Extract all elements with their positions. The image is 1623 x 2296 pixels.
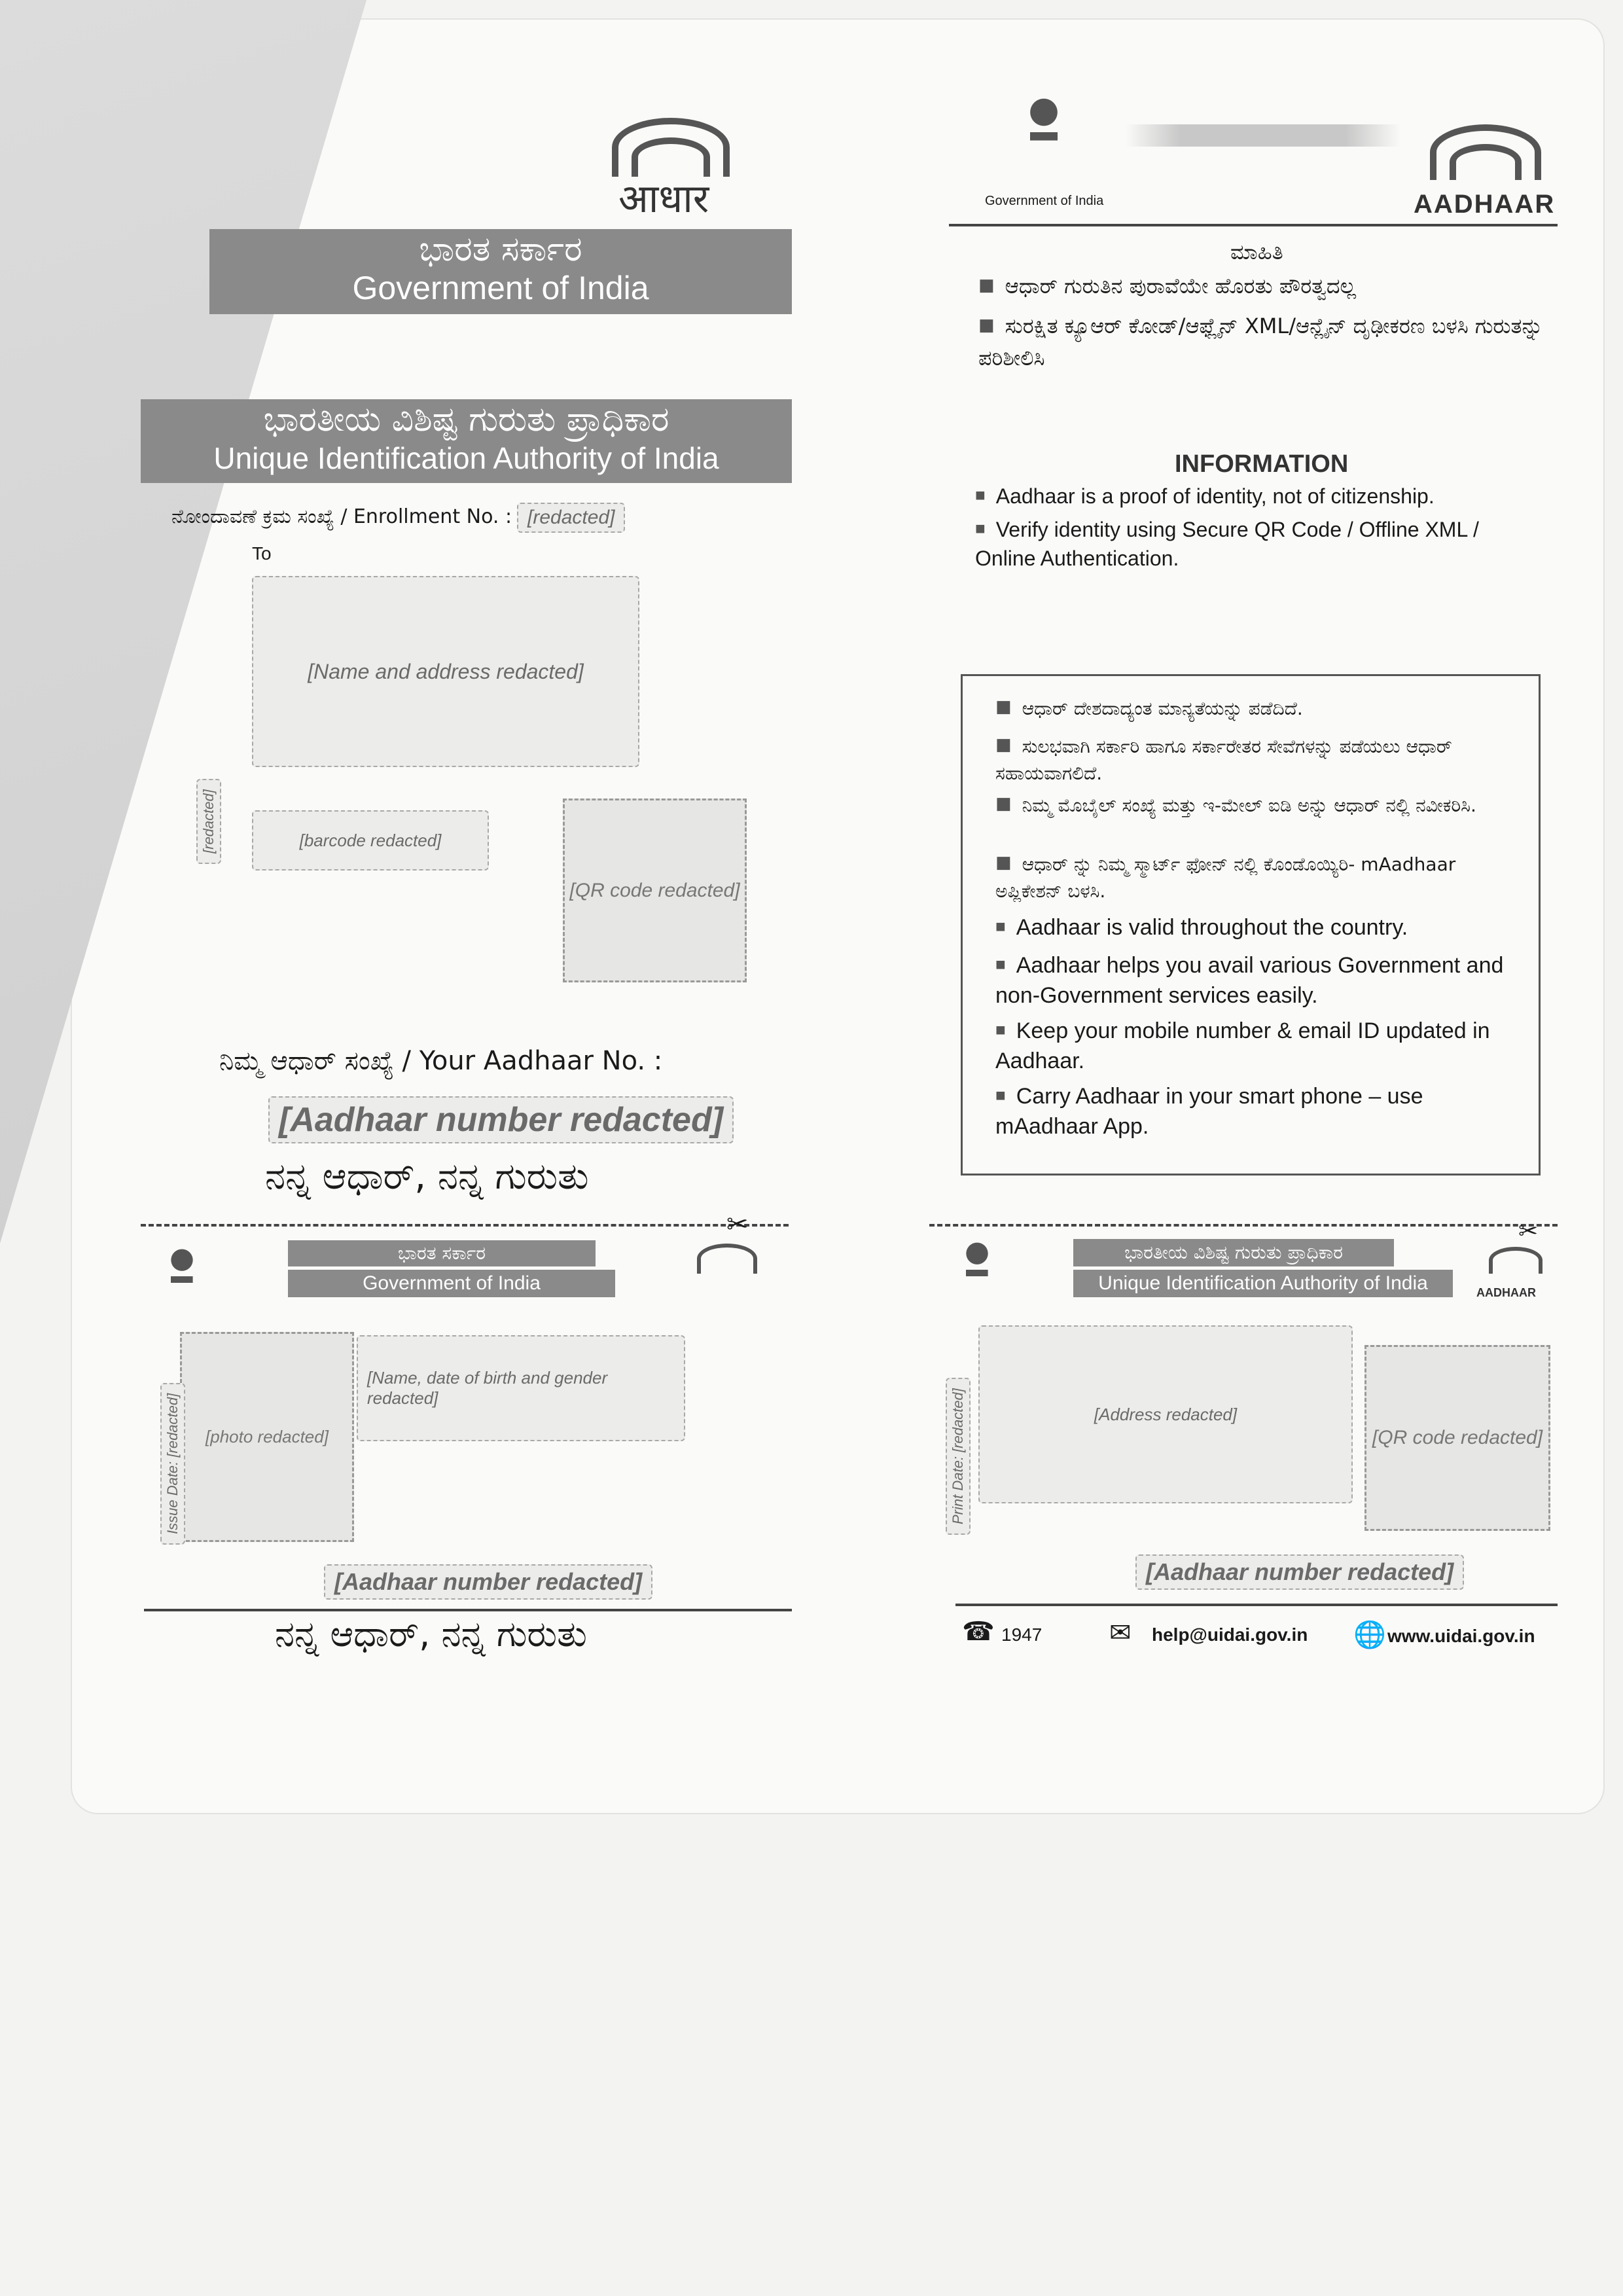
- info-kn-1: ■ ಆಧಾರ್ ಗುರುತಿನ ಪುರಾವೆಯೇ ಹೊರತು ಪೌರತ್ವದಲ್ಲ: [978, 274, 1356, 299]
- scissors-icon: ✂: [1518, 1217, 1539, 1244]
- box-item: ■ ನಿಮ್ಮ ಮೊಬೈಲ್ ಸಂಖ್ಯೆ ಮತ್ತು ಇ-ಮೇಲ್ ಐಡಿ ಅನ್ನು ಆಧಾರ್ ನಲ್ಲಿ ನವೀಕರಿಸಿ.: [995, 793, 1512, 819]
- cut-line: [929, 1224, 1558, 1227]
- emblem-icon: [164, 1244, 200, 1291]
- print-date: Print Date: [redacted]: [946, 1378, 971, 1535]
- website: www.uidai.gov.in: [1387, 1626, 1535, 1646]
- email-icon: ✉: [1109, 1619, 1132, 1647]
- aadhaar-no-label: ನಿಮ್ಮ ಆಧಾರ್ ಸಂಖ್ಯೆ / Your Aadhaar No. :: [219, 1046, 663, 1076]
- aadhaar-logo-right-text: AADHAAR: [1414, 190, 1556, 219]
- info-heading: INFORMATION: [1175, 450, 1349, 478]
- phone-icon: ☎: [962, 1617, 995, 1646]
- aadhaar-number: [Aadhaar number redacted]: [268, 1096, 734, 1143]
- emblem-icon: [959, 1237, 995, 1284]
- uidai-band: [141, 399, 792, 483]
- qr-code: [QR code redacted]: [563, 798, 747, 982]
- help-email: help@uidai.gov.in: [1152, 1624, 1308, 1645]
- barcode: [barcode redacted]: [252, 810, 489, 870]
- card-gov-kn: ಭಾರತ ಸರ್ಕಾರ: [288, 1240, 596, 1266]
- to-label: To: [252, 543, 272, 564]
- card-qr-code: [QR code redacted]: [1364, 1345, 1550, 1531]
- aadhaar-logo-small: [690, 1244, 762, 1296]
- card-uidai-kn: ಭಾರತೀಯ ವಿಶಿಷ್ಟ ಗುರುತು ಪ್ರಾಧಿಕಾರ: [1073, 1239, 1394, 1266]
- gov-band: [209, 229, 792, 314]
- box-item: ■ Carry Aadhaar in your smart phone – use mAadhaar App.: [995, 1082, 1512, 1141]
- card-aadhaar-number: [Aadhaar number redacted]: [1135, 1554, 1464, 1590]
- card-uidai-en: Unique Identification Authority of India: [1073, 1270, 1453, 1297]
- card-aadhaar-number: [Aadhaar number redacted]: [324, 1564, 652, 1600]
- emblem-icon: [1021, 92, 1067, 151]
- card-address: [Address redacted]: [978, 1325, 1353, 1503]
- aadhaar-logo-text: आधार: [618, 176, 709, 222]
- box-item: ■ Aadhaar helps you avail various Government and non-Government services easily.: [995, 951, 1512, 1010]
- enroll-value: [redacted]: [517, 503, 625, 533]
- uidai-en: Unique Identification Authority of India: [213, 441, 719, 475]
- box-item: ■ ಆಧಾರ್ ನ್ನು ನಿಮ್ಮ ಸ್ಮಾರ್ಟ್ ಫೋನ್ ನಲ್ಲಿ ಕೊಂಡೊಯ್ಯಿರಿ- mAadhaar ಅಪ್ಲಿಕೇಶನ್ ಬಳಸಿ.: [995, 852, 1512, 905]
- header-divider: [949, 224, 1558, 226]
- holder-details: [Name, date of birth and gender redacted]: [357, 1335, 685, 1441]
- box-item: ■ Aadhaar is valid throughout the country.: [995, 913, 1512, 943]
- side-number: [redacted]: [196, 779, 221, 864]
- holder-photo: [photo redacted]: [180, 1332, 354, 1542]
- info-en-1: ■ Aadhaar is a proof of identity, not of citizenship.: [975, 484, 1435, 509]
- gov-en: Government of India: [352, 270, 649, 306]
- card-gov-en: Government of India: [288, 1270, 615, 1297]
- enroll-label: ನೋಂದಾವಣೆ ಕ್ರಮ ಸಂಖ್ಯೆ / Enrollment No. :: [171, 505, 512, 528]
- aadhaar-logo-small: [1472, 1247, 1558, 1299]
- scissors-icon: ✂: [726, 1210, 749, 1239]
- aadhaar-logo: [592, 98, 749, 222]
- uidai-kn: ಭಾರತೀಯ ವಿಶಿಷ್ಟ ಗುರುತು ಪ್ರಾಧಿಕಾರ: [263, 400, 669, 439]
- card-divider: [144, 1609, 792, 1611]
- address-block: [Name and address redacted]: [252, 576, 639, 767]
- box-item: ■ ಸುಲಭವಾಗಿ ಸರ್ಕಾರಿ ಹಾಗೂ ಸರ್ಕಾರೇತರ ಸೇವೆಗಳನ್ನು ಪಡೆಯಲು ಆಧಾರ್ ಸಹಾಯವಾಗಲಿದೆ.: [995, 734, 1512, 787]
- info-en-2: ■ Verify identity using Secure QR Code / Offline XML / Online Authentication.: [975, 516, 1538, 572]
- gov-kn: ಭಾರತ ಸರ್ಕಾರ: [419, 230, 582, 269]
- info-kn-2: ■ ಸುರಕ್ಷಿತ ಕ್ಯೂಆರ್ ಕೋಡ್/ಆಫ್ಲೈನ್ XML/ಆನ್ಲೈನ್ ದೃಢೀಕರಣ ಬಳಸಿ ಗುರುತನ್ನು ಪರಿಶೀಲಿಸಿ: [978, 311, 1554, 373]
- box-item: ■ ಆಧಾರ್ ದೇಶದಾದ್ಯಂತ ಮಾನ್ಯತೆಯನ್ನು ಪಡೆದಿದೆ.: [995, 696, 1512, 723]
- info-box: [961, 674, 1541, 1175]
- issue-date: Issue Date: [redacted]: [160, 1383, 185, 1545]
- globe-icon: 🌐: [1353, 1621, 1386, 1649]
- aadhaar-logo-right: [1407, 118, 1558, 223]
- card-tagline: ನನ್ನ ಆಧಾರ್, ನನ್ನ ಗುರುತು: [275, 1613, 587, 1655]
- tagline: ನನ್ನ ಆಧಾರ್, ನನ್ನ ಗುರುತು: [265, 1155, 589, 1198]
- emblem-caption: Government of India: [985, 194, 1104, 208]
- cut-line: [141, 1224, 789, 1227]
- mahiti: ಮಾಹಿತಿ: [1230, 240, 1283, 264]
- box-item: ■ Keep your mobile number & email ID updated in Aadhaar.: [995, 1016, 1512, 1075]
- card-divider: [955, 1604, 1558, 1606]
- aadhaar-logo-small-text: AADHAAR: [1476, 1286, 1536, 1299]
- header-rule: [1126, 124, 1400, 147]
- helpline: 1947: [1001, 1624, 1043, 1645]
